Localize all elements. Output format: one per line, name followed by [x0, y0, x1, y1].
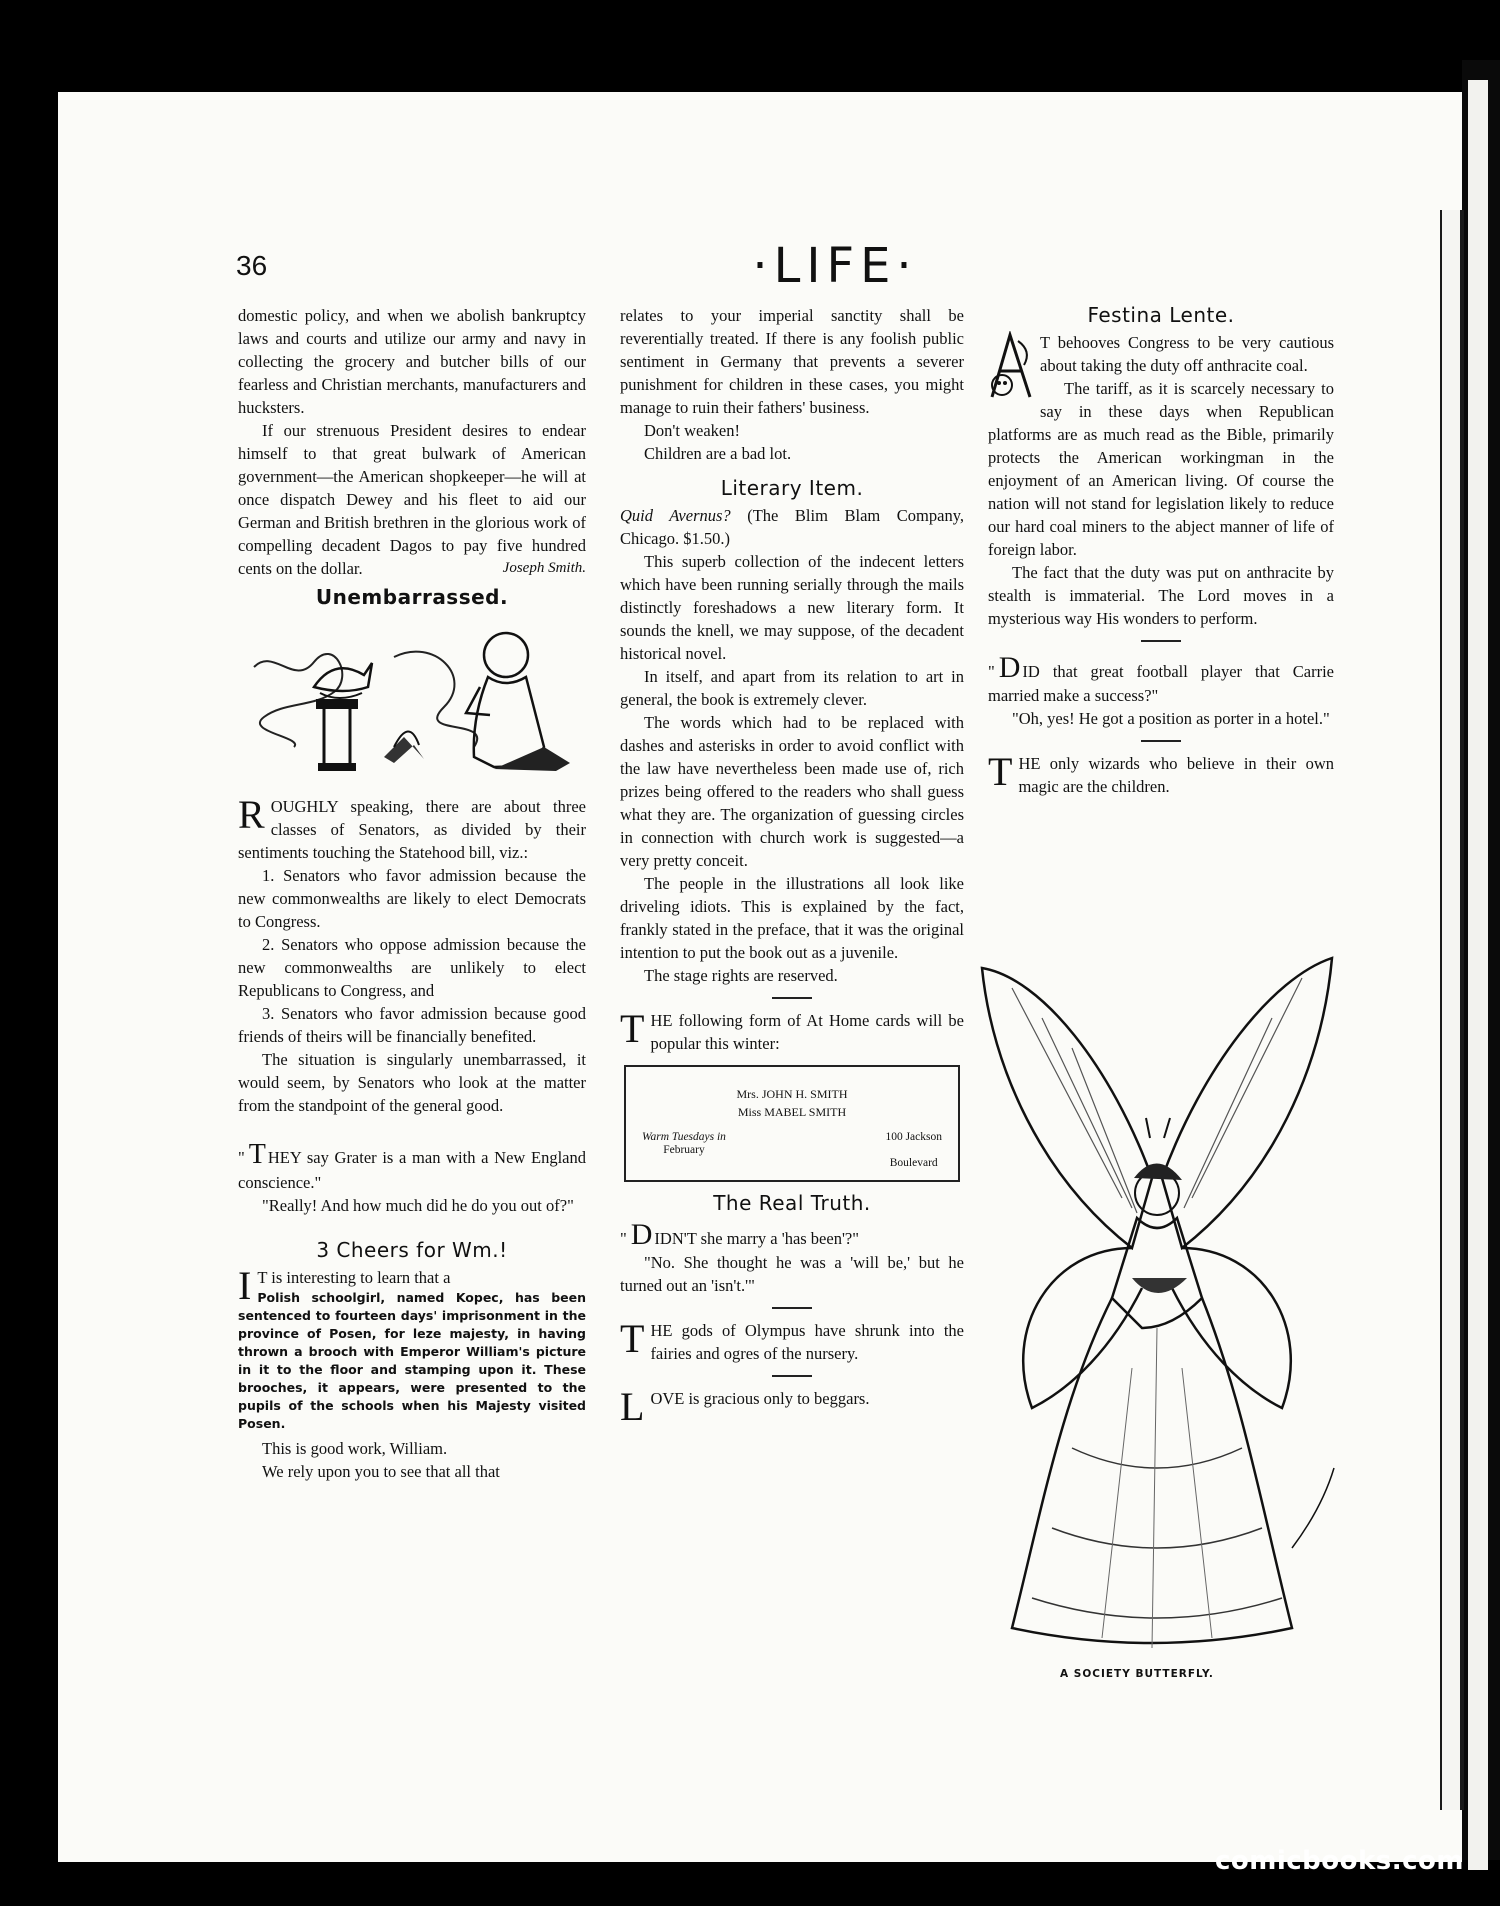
paragraph: Don't weaken!: [644, 421, 740, 440]
divider: [772, 997, 812, 999]
at-home-card: [624, 1065, 960, 1182]
festina-lead: T behooves Congress to be very cautious about taking the duty off anthracite coal.: [1040, 333, 1334, 375]
paragraph: The situation is singularly unembarrassed, it would seem, by Senators who look at the matter from the standpoint of the general good.: [238, 1050, 586, 1115]
drop-cap: T: [248, 1139, 266, 1170]
paragraph-senators: [238, 792, 586, 864]
paragraph: "Oh, yes! He got a position as porter in a hotel.": [1012, 709, 1330, 728]
card-footer-left-line: February: [663, 1144, 705, 1156]
paragraph: This is good work, William.: [262, 1439, 448, 1458]
senators-intro: OUGHLY speaking, there are about three classes of Senators, as divided by their sentiments touching the Statehood bill, viz.:: [238, 797, 586, 862]
paragraph-olympus: [620, 1316, 964, 1365]
drop-cap: R: [238, 792, 265, 837]
book-title: Quid Avernus?: [620, 506, 731, 525]
drop-cap: D: [630, 1218, 653, 1251]
football-question: ID that great football player that Carrie married make a success?": [988, 662, 1334, 705]
paragraph: "Really! And how much did he do you out of?": [262, 1196, 574, 1215]
paragraph-festina-lead: [988, 331, 1334, 377]
paragraph-love: [620, 1384, 964, 1429]
card-line: Miss MABEL SMITH: [737, 1105, 847, 1119]
paragraph: Children are a bad lot.: [644, 444, 792, 463]
paragraph: This superb collection of the indecent letters which have been running serially through the mails distinctly foreshadows a new literary form. It sounds the knell, we may suppose, of the decadent historical novel.: [620, 552, 964, 663]
paragraph-truth: " D IDN'T she marry a 'has been'?": [620, 1218, 859, 1251]
masthead: [0, 238, 1500, 294]
drop-cap: D: [998, 651, 1021, 684]
olympus-text: HE gods of Olympus have shrunk into the fairies and ogres of the nursery.: [650, 1321, 964, 1363]
list-item: 2. Senators who oppose admission because the new commonwealths are unlikely to elect Republicans to Congress, and: [238, 935, 586, 1000]
divider: [1141, 740, 1181, 742]
wizards-text: HE only wizards who believe in their own magic are the children.: [1018, 754, 1334, 796]
divider: [1141, 640, 1181, 642]
card-footer-right-line: 100 Jackson: [885, 1131, 942, 1143]
paragraph: The fact that the duty was put on anthracite by stealth is immaterial. The Lord moves in a mysterious way His wonders to perform.: [988, 563, 1334, 628]
paragraph: If our strenuous President desires to endear himself to that great bulwark of American government—the American shopkeeper—he will at once dispatch Dewey and his fleet to aid our German and British brethren in the glorious work of compelling decadent Dagos to pay five hundred cents on the dollar.: [238, 421, 586, 578]
paragraph: The people in the illustrations all look like driveling idiots. This is explained by the fact, frankly stated in the preface, that it was the original intention to put the book out as a juvenile.: [620, 874, 964, 962]
at-home-text: HE following form of At Home cards will be popular this winter:: [650, 1011, 964, 1053]
column-2: [620, 304, 965, 1429]
truth-question: IDN'T she marry a 'has been'?": [654, 1229, 859, 1248]
page-gutter: [1442, 210, 1460, 1810]
divider: [772, 1307, 812, 1309]
paragraph: We rely upon you to see that all that: [262, 1462, 500, 1481]
signature: Joseph Smith.: [502, 560, 586, 576]
page-number: 36: [236, 250, 268, 281]
card-footer-right: [885, 1131, 942, 1170]
paragraph-football: " D ID that great football player that Carrie married make a success?": [988, 651, 1334, 705]
society-butterfly-illustration: [962, 948, 1350, 1668]
heading-real-truth: The Real Truth.: [713, 1191, 871, 1215]
drop-cap: T: [620, 1316, 645, 1361]
cheers-lead: T is interesting to learn that a: [257, 1268, 451, 1287]
paragraph-wizards: [988, 749, 1334, 798]
heading-three-cheers: 3 Cheers for Wm.!: [316, 1238, 508, 1262]
paragraph: The words which had to be replaced with dashes and asterisks in order to avoid conflict with the law have nevertheless been made use of, rich prizes being offered to the readers who shall guess what they are. The organization of guessing circles in connection with church work is suggested—a very pretty conceit.: [620, 713, 964, 870]
ornamental-drop-cap-icon: [988, 331, 1034, 401]
divider: [772, 1375, 812, 1377]
paragraph: domestic policy, and when we abolish bankruptcy laws and courts and utilize our army and navy in collecting the grocery and butcher bills of our fearless and Christian merchants, manufacturers and hucksters.: [238, 306, 586, 417]
small-print-quote: Polish schoolgirl, named Kopec, has been sentenced to fourteen days' imprisonment in the province of Posen, for leze majesty, in having thrown a brooch with Emperor William's picture in it to the floor and stamping upon it. These brooches, it appears, were presented to the pupils of the schools when his Majesty visited Posen.: [238, 1290, 586, 1431]
column-3: [988, 304, 1334, 798]
paragraph: "No. She thought he was a 'will be,' but he turned out an 'isn't.'": [620, 1253, 964, 1295]
divider: [392, 1127, 432, 1129]
drop-cap: T: [620, 1006, 645, 1051]
site-watermark: comicbooks.com: [1214, 1846, 1464, 1876]
paragraph: The stage rights are reserved.: [644, 966, 838, 985]
paragraph-cheers-lead: [238, 1263, 586, 1308]
drop-cap: L: [620, 1384, 645, 1429]
drop-cap: T: [988, 749, 1013, 794]
paragraph-grater: " T HEY say Grater is a man with a New England conscience.": [238, 1139, 586, 1192]
paragraph: The tariff, as it is scarcely necessary to say in these days when Republican platforms are as much read as the Bible, primarily protects the American workingman in the enjoyment of an American living. Of course the nation will not stand for legislation likely to reduce our hard coal miners to the abject manner of life of foreign labor.: [988, 379, 1334, 559]
list-item: 1. Senators who favor admission because the new commonwealths are likely to elect Democrats to Congress.: [238, 866, 586, 931]
card-footer-right-line: Boulevard: [889, 1157, 938, 1169]
adjacent-page-strip: [1468, 80, 1488, 1870]
heading-literary-item: Literary Item.: [720, 476, 864, 500]
paragraph: In itself, and apart from its relation to art in general, the book is extremely clever.: [620, 667, 964, 709]
heading-unembarrassed: Unembarrassed.: [315, 585, 509, 609]
love-text: OVE is gracious only to beggars.: [650, 1389, 870, 1408]
unembarrassed-illustration: [244, 617, 584, 775]
book-publisher: (The Blim Blam Company, Chicago. $1.50.): [620, 506, 965, 548]
drop-cap: I: [238, 1263, 252, 1308]
card-footer: [642, 1131, 942, 1170]
paragraph: relates to your imperial sanctity shall be reverentially treated. If there is any foolish public sentiment in Germany that prevents a severer punishment for children in these cases, you might manage to ruin their fathers' business.: [620, 306, 964, 417]
column-1: [238, 304, 586, 1483]
masthead-title: ·LIFE·: [752, 238, 918, 294]
card-footer-left: [642, 1131, 726, 1170]
paragraph-book-listing: [620, 504, 964, 550]
illustration-caption: A SOCIETY BUTTERFLY.: [1060, 1668, 1214, 1680]
paragraph-at-home: [620, 1006, 964, 1055]
card-footer-left-line: Warm Tuesdays in: [642, 1131, 726, 1143]
card-line: Mrs. JOHN H. SMITH: [736, 1087, 848, 1101]
heading-festina-lente: Festina Lente.: [1087, 303, 1235, 327]
list-item: 3. Senators who favor admission because good friends of theirs will be financially benefited.: [238, 1004, 586, 1046]
grater-question: HEY say Grater is a man with a New England conscience.": [238, 1148, 586, 1192]
